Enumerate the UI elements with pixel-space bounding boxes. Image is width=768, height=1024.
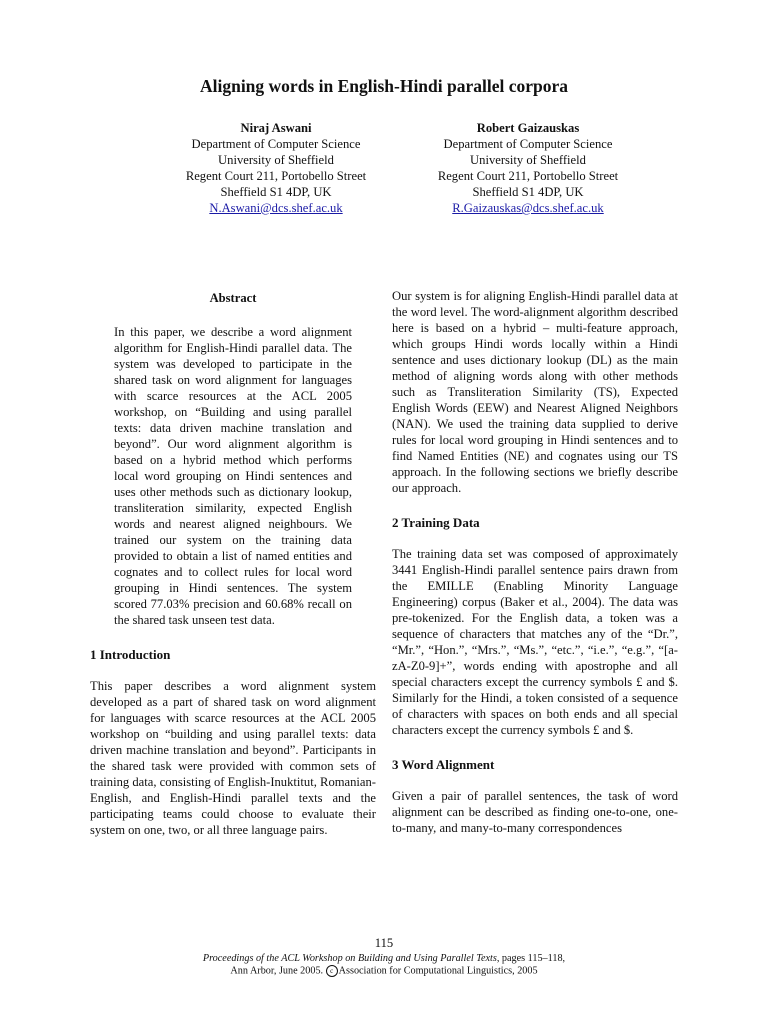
abstract-body: In this paper, we describe a word alignment algorithm for English-Hindi parallel data. The system was developed to participate in the shared task on word alignment for languages with scarce resources at the ACL 2005 workshop, on “Building and using parallel texts: data driven machine translation and beyond”. Our word alignment algorithm is based on a hybrid method which performs local word grouping on Hindi sentences and uses other methods such as dictionary lookup, transliteration similarity, expected English words and nearest aligned neighbours. We trained our system on the training data provided to obtain a list of named entities and cognates and to collect rules for local word grouping in Hindi sentences. The system scored 77.03% precision and 60.68% recall on the shared task unseen test data. [114,325,352,627]
introduction-paragraph: This paper describes a word alignment system developed as a part of shared task on word alignment for languages with scarce resources at the ACL 2005 workshop on “building and using parallel texts: data driven machine translation and beyond”. Participants in the shared task were provided with common sets of training data, consisting of English-Inuktitut, Romanian-English, and English-Hindi parallel texts and the participating teams could choose to evaluate their system on one, two, or all three language pairs. [90,679,376,837]
author-name: Niraj Aswani [240,121,312,135]
author-email-link[interactable]: N.Aswani@dcs.shef.ac.uk [209,201,343,215]
author-block-gaizauskas [378,120,678,216]
introduction-continued-paragraph: Our system is for aligning English-Hindi parallel data at the word level. The word-alignment algorithm described here is based on a hybrid – multi-feature approach, which groups Hindi words locally within a Hindi sentence and uses dictionary lookup (DL) as the main method of aligning words along with other methods such as Transliteration Similarity (TS), Expected English Words (EEW) and Nearest Aligned Neighbors (NAN). We used the training data supplied to derive rules for local word grouping in Hindi sentences and to find Named Entities (NE) and cognates using our TS approach. In the following sections we briefly describe our approach. [392,289,678,495]
author-dept: Department of Computer Science [191,137,361,151]
section-heading-introduction: 1 Introduction [90,647,171,662]
word-alignment-paragraph: Given a pair of parallel sentences, the task of word alignment can be described as finding one-to-one, one-to-many, and many-to-many correspondences [392,789,678,835]
footer-citation [0,953,768,977]
author-email-link[interactable]: R.Gaizauskas@dcs.shef.ac.uk [452,201,604,215]
footer-pages: , pages 115–118, [496,953,566,964]
author-univ: University of Sheffield [470,153,586,167]
author-univ: University of Sheffield [218,153,334,167]
abstract-heading: Abstract [209,291,257,305]
footer-location-date: Ann Arbor, June 2005. [230,965,324,977]
section-heading-word-alignment: 3 Word Alignment [392,757,495,772]
training-data-paragraph: The training data set was composed of approximately 3441 English-Hindi parallel sentence pairs drawn from the EMILLE (Enabling Minority Language Engineering) corpus (Baker et al., 2004). The data was pre-tokenized. For the English data, a token was a sequence of characters that matches any of the “Dr.”, “Mr.”, “Hon.”, “Mrs.”, “Ms.”, “etc.”, “i.e.”, “e.g.”, “[a-zA-Z0-9]+”, words ending with apostrophe and all special characters except the currency symbols £ and $. Similarly for the Hindi, a token consisted of a sequence of characters with spaces on both ends and all special characters except the currency symbols £ and $. [392,547,678,737]
author-address-line1: Regent Court 211, Portobello Street [437,169,619,183]
author-name: Robert Gaizauskas [476,121,580,135]
section-heading-training-data: 2 Training Data [392,515,480,530]
left-column [90,288,376,838]
right-column [392,288,678,836]
footer-copyright-holder: Association for Computational Linguistics, 2005 [338,965,538,977]
copyright-icon: c [326,965,338,977]
paper-title: Aligning words in English-Hindi parallel corpora [199,76,569,96]
footer-proceedings-title: Proceedings of the ACL Workshop on Building and Using Parallel Texts [202,953,497,964]
author-address-line2: Sheffield S1 4DP, UK [220,185,332,199]
author-dept: Department of Computer Science [443,137,613,151]
author-address-line2: Sheffield S1 4DP, UK [472,185,584,199]
author-address-line1: Regent Court 211, Portobello Street [185,169,367,183]
page-number: 115 [374,936,394,950]
